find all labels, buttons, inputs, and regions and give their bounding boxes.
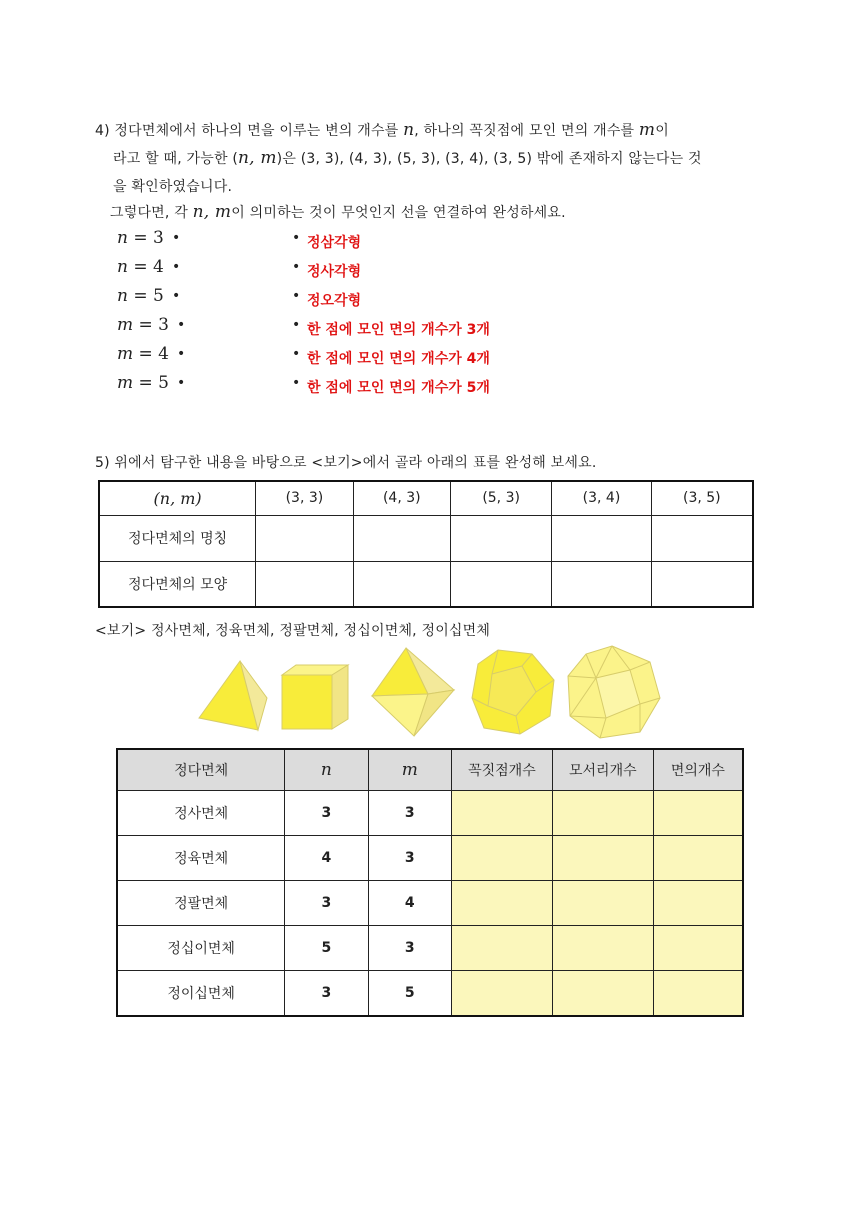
answer-cell[interactable] (256, 561, 353, 607)
match-left-item (117, 373, 169, 399)
polyhedron-name: 정팔면체 (117, 881, 285, 926)
face-count-cell[interactable] (653, 791, 743, 836)
answer-cell[interactable] (552, 515, 651, 561)
cube-icon (280, 663, 352, 733)
connect-dot-right[interactable]: • (292, 288, 301, 304)
vertex-count-cell[interactable] (451, 791, 552, 836)
var-m: m (638, 120, 656, 140)
n-value: 5 (285, 926, 368, 971)
q4-text: 라고 할 때, 가능한 ( (113, 151, 238, 167)
table-row (99, 515, 753, 561)
q4-text: 이 (655, 123, 669, 139)
match-answer: 정오각형 (307, 293, 362, 309)
face-count-cell[interactable] (653, 926, 743, 971)
bogi-list: <보기> 정사면체, 정육면체, 정팔면체, 정십이면체, 정이십면체 (95, 623, 491, 639)
answer-cell[interactable] (450, 561, 551, 607)
match-answer: 한 점에 모인 면의 개수가 3개 (307, 322, 490, 338)
vertex-count-cell[interactable] (451, 926, 552, 971)
match-answer: 한 점에 모인 면의 개수가 5개 (307, 380, 490, 396)
equation-label: n = 4 (117, 257, 164, 277)
column-header: 정다면체 (117, 749, 285, 791)
equation-label: n = 5 (117, 286, 164, 306)
q4-line-4 (110, 202, 566, 222)
column-header: n (285, 749, 368, 791)
edge-count-cell[interactable] (552, 971, 653, 1016)
answer-cell[interactable] (450, 515, 551, 561)
m-value: 3 (368, 926, 451, 971)
answer-cell[interactable] (651, 515, 753, 561)
q4-line-3: 을 확인하였습니다. (113, 179, 233, 195)
connect-dot-left[interactable]: • (177, 317, 186, 333)
vertex-count-cell[interactable] (451, 971, 552, 1016)
q4-line-1 (95, 120, 669, 140)
table-row (117, 791, 743, 836)
octahedron-icon (368, 646, 458, 738)
equation-label: m = 4 (117, 344, 169, 364)
n-value: 3 (285, 971, 368, 1016)
equation-label: m = 3 (117, 315, 169, 335)
q4-text: 그렇다면, 각 (110, 205, 193, 221)
connect-dot-right[interactable]: • (292, 230, 301, 246)
dodecahedron-icon (470, 646, 556, 736)
column-header: (3, 3) (256, 481, 353, 515)
column-header: 꼭짓점개수 (451, 749, 552, 791)
q5-prompt: 5) 위에서 탐구한 내용을 바탕으로 <보기>에서 골라 아래의 표를 완성해 보세요. (95, 455, 597, 471)
equation-label: m = 5 (117, 373, 169, 393)
var-n: n (403, 120, 415, 140)
table-header-row (117, 749, 743, 791)
tetrahedron-icon (196, 658, 270, 734)
face-count-cell[interactable] (653, 971, 743, 1016)
m-value: 5 (368, 971, 451, 1016)
q4-text: 이 의미하는 것이 무엇인지 선을 연결하여 완성하세요. (231, 205, 566, 221)
table-row (117, 926, 743, 971)
polyhedron-name: 정이십면체 (117, 971, 285, 1016)
m-value: 3 (368, 836, 451, 881)
match-answer: 정사각형 (307, 264, 362, 280)
n-value: 4 (285, 836, 368, 881)
connect-dot-right[interactable]: • (292, 375, 301, 391)
row-label: 정다면체의 모양 (99, 561, 256, 607)
polyhedra-table (116, 748, 744, 1017)
match-left-item (117, 257, 164, 283)
q4-text: , 하나의 꼭짓점에 모인 면의 개수를 (414, 123, 639, 139)
edge-count-cell[interactable] (552, 791, 653, 836)
m-value: 3 (368, 791, 451, 836)
connect-dot-right[interactable]: • (292, 346, 301, 362)
match-answer: 한 점에 모인 면의 개수가 4개 (307, 351, 490, 367)
row-label: 정다면체의 명칭 (99, 515, 256, 561)
answer-cell[interactable] (353, 561, 450, 607)
column-header: (5, 3) (450, 481, 551, 515)
connect-dot-left[interactable]: • (172, 288, 181, 304)
match-left-item (117, 286, 164, 312)
edge-count-cell[interactable] (552, 881, 653, 926)
var-nm: n, m (192, 202, 232, 222)
m-value: 4 (368, 881, 451, 926)
column-header: (3, 4) (552, 481, 651, 515)
connect-dot-right[interactable]: • (292, 259, 301, 275)
icosahedron-icon (566, 644, 662, 740)
answer-cell[interactable] (651, 561, 753, 607)
table-header-row (99, 481, 753, 515)
match-answer: 정삼각형 (307, 235, 362, 251)
var-nm: n, m (237, 148, 277, 168)
match-left-item (117, 315, 169, 341)
match-left-item (117, 228, 164, 254)
column-header: m (368, 749, 451, 791)
column-header: 모서리개수 (552, 749, 653, 791)
column-header: (4, 3) (353, 481, 450, 515)
table-row (117, 881, 743, 926)
edge-count-cell[interactable] (552, 836, 653, 881)
connect-dot-left[interactable]: • (177, 346, 186, 362)
polyhedron-name: 정십이면체 (117, 926, 285, 971)
polyhedron-name: 정사면체 (117, 791, 285, 836)
column-header: (3, 5) (651, 481, 753, 515)
connect-dot-left[interactable]: • (172, 230, 181, 246)
answer-cell[interactable] (353, 515, 450, 561)
face-count-cell[interactable] (653, 881, 743, 926)
q4-line-2 (113, 148, 702, 168)
table-row (117, 836, 743, 881)
shape-name-table (98, 480, 754, 608)
q4-text: 4) 정다면체에서 하나의 면을 이루는 변의 개수를 (95, 123, 404, 139)
connect-dot-right[interactable]: • (292, 317, 301, 333)
match-left-item (117, 344, 169, 370)
answer-cell[interactable] (256, 515, 353, 561)
polyhedron-name: 정육면체 (117, 836, 285, 881)
n-value: 3 (285, 791, 368, 836)
edge-count-cell[interactable] (552, 926, 653, 971)
vertex-count-cell[interactable] (451, 836, 552, 881)
answer-cell[interactable] (552, 561, 651, 607)
connect-dot-left[interactable]: • (172, 259, 181, 275)
q4-text: )은 (3, 3), (4, 3), (5, 3), (3, 4), (3, 5) 밖에 존재하지 않는다는 것 (276, 151, 702, 167)
nm-header: (n, m) (99, 481, 256, 515)
connect-dot-left[interactable]: • (177, 375, 186, 391)
table-row (117, 971, 743, 1016)
column-header: 면의개수 (653, 749, 743, 791)
n-value: 3 (285, 881, 368, 926)
vertex-count-cell[interactable] (451, 881, 552, 926)
table-row (99, 561, 753, 607)
equation-label: n = 3 (117, 228, 164, 248)
face-count-cell[interactable] (653, 836, 743, 881)
